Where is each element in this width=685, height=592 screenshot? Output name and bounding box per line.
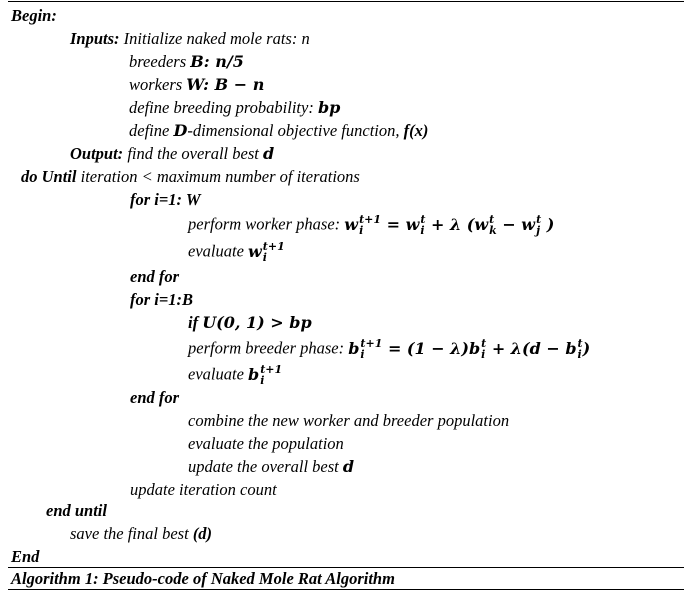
for-breeders-keyword: for i=1:B — [130, 290, 194, 309]
save-text: save the final best — [70, 524, 189, 543]
if-keyword: if — [188, 313, 199, 332]
inputs-text: Initialize naked mole rats: n — [123, 29, 310, 48]
workers-expr: W: B − n — [186, 75, 265, 94]
bp-line — [129, 98, 340, 118]
bp-text: define breeding probability: — [129, 98, 314, 117]
end-for-breeders-keyword: end for — [130, 388, 180, 407]
inputs-line — [70, 29, 310, 49]
evaluate-breeder-line — [188, 364, 282, 386]
evaluate-worker-line — [188, 241, 285, 263]
for-workers-keyword: for i=1: W — [130, 190, 201, 209]
do-until-line — [21, 167, 360, 187]
evaluate-text: evaluate — [188, 364, 244, 384]
objective-pre: define — [129, 121, 170, 140]
evaluate-text: evaluate — [188, 241, 244, 261]
update-best-line — [188, 457, 354, 477]
breeder-phase-line — [188, 338, 590, 360]
worker-equation: w t+1 i = w t i + λ (w t k − w t j ) — [344, 213, 555, 237]
evaluate-breeder-expr: b t+1 i — [248, 363, 283, 387]
objective-fx: f(x) — [403, 121, 429, 140]
breeder-phase-text: perform breeder phase: — [188, 338, 345, 358]
bp-symbol: bp — [317, 98, 341, 117]
objective-post: -dimensional objective function, — [187, 121, 400, 140]
worker-phase-text: perform worker phase: — [188, 214, 341, 234]
end-until-keyword: end until — [46, 501, 107, 520]
output-line — [70, 144, 274, 164]
breeders-line — [129, 52, 244, 72]
workers-text: workers — [129, 75, 183, 94]
end-for-workers-keyword: end for — [130, 267, 180, 286]
inputs-label: Inputs: — [70, 29, 120, 48]
if-condition: U(0, 1) > bp — [202, 313, 312, 332]
caption-rule — [8, 567, 684, 568]
do-until-condition: iteration < maximum number of iterations — [80, 167, 360, 186]
output-text: find the overall best — [127, 144, 259, 163]
evaluate-worker-expr: w t+1 i — [248, 240, 285, 264]
top-rule — [8, 1, 684, 2]
if-line — [188, 313, 312, 333]
end-keyword: End — [11, 547, 40, 566]
algorithm-caption: Algorithm 1: Pseudo-code of Naked Mole Rat Algorithm — [11, 569, 395, 588]
algorithm-box — [8, 1, 684, 590]
workers-line — [129, 75, 264, 95]
bottom-rule — [8, 589, 684, 590]
save-line — [70, 524, 212, 544]
breeders-text: breeders — [129, 52, 187, 71]
breeders-expr: B: n/5 — [190, 52, 244, 71]
breeder-equation: b t+1 i = (1 − λ)b t i + λ(d − b t i ) — [348, 337, 591, 361]
evaluate-population-line: evaluate the population — [188, 434, 344, 453]
do-until-keyword: do Until — [21, 167, 77, 186]
output-symbol: d — [262, 144, 275, 163]
combine-line: combine the new worker and breeder population — [188, 411, 510, 430]
begin-keyword: Begin: — [11, 6, 57, 25]
update-best-text: update the overall best — [188, 457, 339, 476]
worker-phase-line — [188, 214, 554, 236]
objective-line — [129, 121, 428, 141]
objective-symbol: D — [173, 121, 188, 140]
update-best-symbol: d — [342, 457, 355, 476]
output-label: Output: — [70, 144, 124, 163]
update-iteration-line: update iteration count — [130, 480, 277, 499]
save-symbol: (d) — [192, 524, 213, 543]
